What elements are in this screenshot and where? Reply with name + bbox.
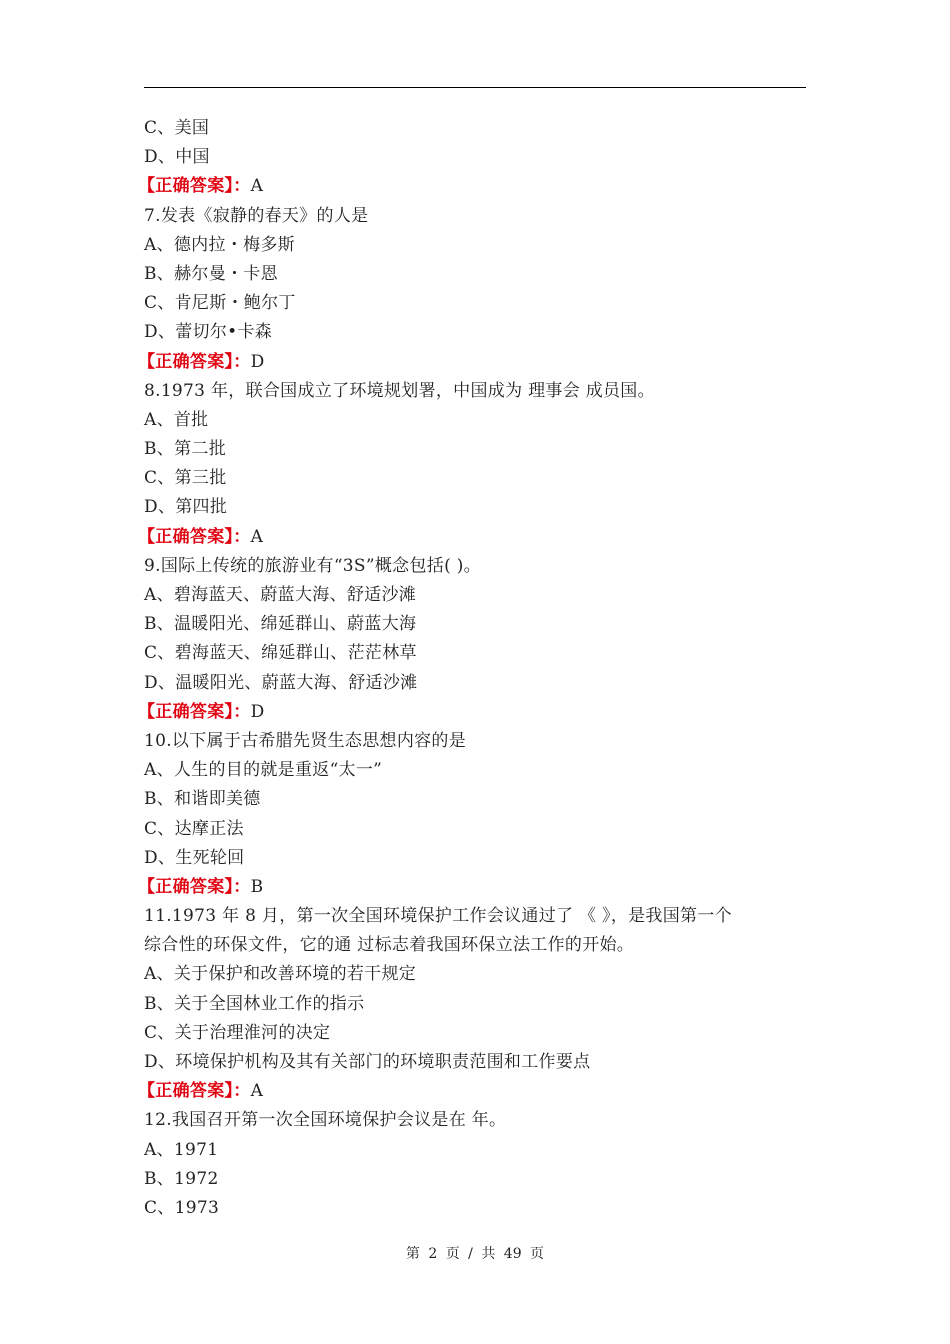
- answer-value: B: [250, 876, 264, 897]
- answer-label: 【正确答案】：: [138, 701, 251, 722]
- option-text: A、关于保护和改善环境的若干规定: [144, 964, 417, 985]
- option-text: D、生死轮回: [144, 847, 245, 868]
- question-text: 7.发表《寂静的春天》的人是: [144, 205, 369, 226]
- answer-line: [138, 523, 806, 552]
- option-text: D、蕾切尔•卡森: [144, 322, 273, 343]
- option-text: D、环境保护机构及其有关部门的环境职责范围和工作要点: [144, 1052, 591, 1072]
- question-text: 9.国际上传统的旅游业有“3S”概念包括( )。: [144, 555, 481, 576]
- answer-line: [138, 873, 806, 902]
- option-text: B、第二批: [144, 439, 226, 460]
- option-text: B、1972: [144, 1168, 219, 1189]
- question-text: 8.1973 年，联合国成立了环境规划署，中国成为 理事会 成员国。: [144, 380, 655, 401]
- option-text: D、温暖阳光、蔚蓝大海、舒适沙滩: [144, 672, 418, 693]
- question-list: [138, 114, 806, 1223]
- question-text: 11.1973 年 8 月，第一次全国环境保护工作会议通过了 《 》，是我国第一个: [144, 906, 732, 927]
- option-text: B、温暖阳光、绵延群山、蔚蓝大海: [144, 614, 417, 635]
- option-text: A、1971: [144, 1139, 219, 1160]
- answer-line: [138, 348, 806, 377]
- option-text: D、第四批: [144, 497, 228, 518]
- answer-value: A: [250, 176, 264, 197]
- answer-label: 【正确答案】：: [138, 176, 251, 197]
- page-footer: 第 2 页 / 共 49 页: [405, 1246, 545, 1262]
- option-text: B、赫尔曼・卡恩: [144, 263, 278, 284]
- answer-value: D: [250, 351, 265, 372]
- answer-line: [138, 698, 806, 727]
- question-text: 12.我国召开第一次全国环境保护会议是在 年。: [144, 1110, 507, 1131]
- option-text: C、达摩正法: [144, 818, 244, 839]
- answer-label: 【正确答案】：: [138, 526, 251, 547]
- option-text: A、碧海蓝天、蔚蓝大海、舒适沙滩: [144, 585, 417, 605]
- question-text: 10.以下属于古希腊先贤生态思想内容的是: [144, 730, 467, 751]
- answer-value: A: [250, 1081, 264, 1102]
- option-text: C、第三批: [144, 468, 227, 489]
- option-text: B、和谐即美德: [144, 789, 261, 810]
- answer-label: 【正确答案】：: [138, 876, 251, 897]
- answer-line: [138, 1077, 806, 1106]
- answer-label: 【正确答案】：: [138, 351, 251, 372]
- header-rule: [144, 87, 806, 88]
- option-text: D、中国: [144, 147, 210, 168]
- option-text: C、碧海蓝天、绵延群山、茫茫林草: [144, 643, 417, 664]
- answer-value: A: [250, 526, 264, 547]
- answer-line: [138, 172, 806, 201]
- option-text: C、1973: [144, 1197, 220, 1218]
- option-text: C、美国: [144, 118, 210, 138]
- question-text: 综合性的环保文件，它的通 过标志着我国环保立法工作的开始。: [144, 935, 635, 956]
- option-text: B、关于全国林业工作的指示: [144, 993, 365, 1014]
- option-text: A、人生的目的就是重返“太一”: [144, 760, 383, 781]
- answer-value: D: [250, 701, 265, 722]
- option-text: A、首批: [144, 409, 209, 430]
- option-text: A、德内拉・梅多斯: [144, 234, 295, 255]
- option-text: C、肯尼斯・鲍尔丁: [144, 293, 296, 314]
- answer-label: 【正确答案】：: [138, 1081, 251, 1102]
- option-text: C、关于治理淮河的决定: [144, 1022, 331, 1043]
